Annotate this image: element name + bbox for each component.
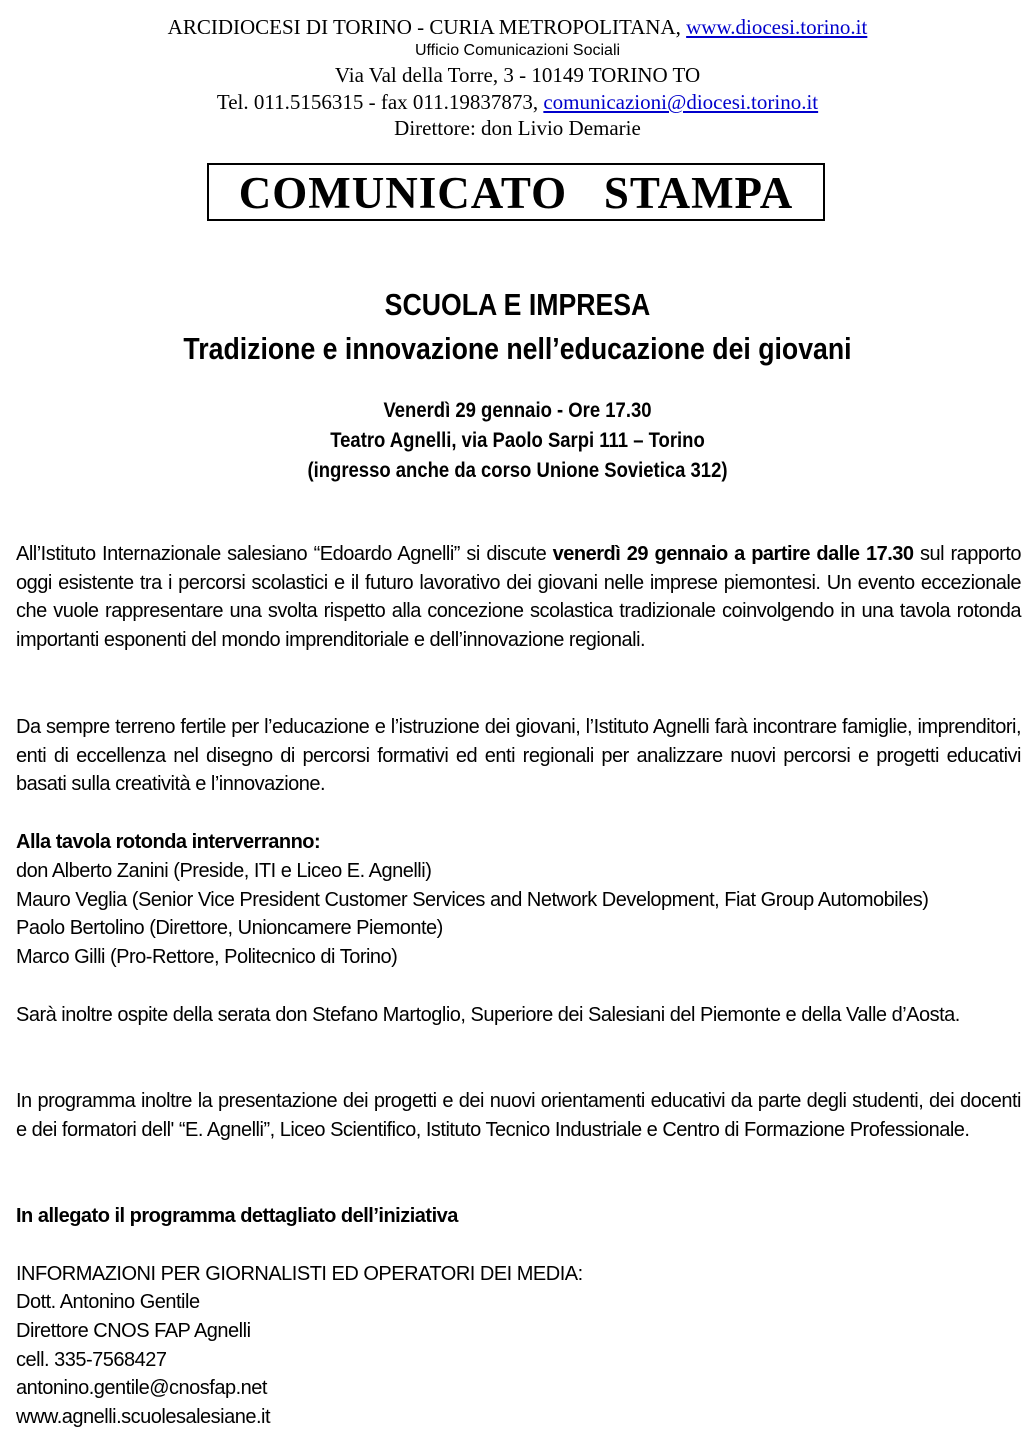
contact-email: antonino.gentile@cnosfap.net [16,1377,267,1399]
paragraph-program: In programma inoltre la presentazione dei progetti e dei nuovi orientamenti educativi da parte degli studenti, dei docenti e dei formatori dell' “E. Agnelli”, Liceo Scientifico, Istituto Tecnico Industriale e Centro di Formazione Professionale. [16,1090,1021,1141]
header-phone-fax: Tel. 011.5156315 - fax 011.19837873, [216,90,544,114]
panel-heading: Alla tavola rotonda interverranno: [16,831,321,853]
contact-name: Dott. Antonino Gentile [16,1291,200,1313]
paragraph-intro-start: All’Istituto Internazionale salesiano “Edoardo Agnelli” si discute [16,543,553,565]
communications-email-link[interactable]: comunicazioni@diocesi.torino.it [543,90,819,114]
paragraph-intro [16,540,1021,655]
paragraph-intro-date: venerdì 29 gennaio a partire dalle 17.30 [552,543,914,565]
contacts-heading: INFORMAZIONI PER GIORNALISTI ED OPERATORI DEI MEDIA: [16,1263,583,1285]
paragraph-intro-end: sul rapporto oggi esistente tra i percorsi scolastici e il futuro lavorativo dei giovani nelle imprese piemontesi. Un evento eccezionale che vuole rappresentare una svolta rispetto alla concezione scolastica tradizionale coinvolgendo in una tavola rotonda importanti esponenti del mondo imprenditoriale e dell’innovazione regionali. [16,543,1022,652]
header-curia-text: ARCIDIOCESI DI TORINO - CURIA METROPOLITANA, [167,15,687,39]
header-office-name: Ufficio Comunicazioni Sociali [414,42,621,59]
diocesi-website-link[interactable]: www.diocesi.torino.it [686,15,868,39]
paragraph-institute: Da sempre terreno fertile per l’educazione e l’istruzione dei giovani, l’Istituto Agnelli farà incontrare famiglie, imprenditori, enti di eccellenza nel disegno di percorsi formativi ed enti regionali per analizzare nuovi percorsi e progetti educativi basati sulla creatività e l’innovazione. [16,716,1021,796]
event-venue: Teatro Agnelli, via Paolo Sarpi 111 – Torino [330,429,705,452]
header-line-curia [0,14,1035,40]
attachment-note: In allegato il programma dettagliato dell’iniziativa [16,1205,458,1227]
event-entrance: (ingresso anche da corso Unione Sovietica 312) [307,459,728,482]
comunicato-stampa-title: COMUNICATO STAMPA [207,163,825,221]
header-phone-line [0,89,1035,115]
contact-phone: cell. 335-7568427 [16,1349,167,1371]
panel-speaker: Paolo Bertolino (Direttore, Unioncamere Piemonte) [16,917,443,939]
contact-role: Direttore CNOS FAP Agnelli [16,1320,251,1342]
header-director: Direttore: don Livio Demarie [394,116,641,140]
headline-subtitle: Tradizione e innovazione nell’educazione dei giovani [183,331,852,366]
header-address: Via Val della Torre, 3 - 10149 TORINO TO [334,63,701,87]
contact-website: www.agnelli.scuolesalesiane.it [16,1406,271,1428]
event-date-time: Venerdì 29 gennaio - Ore 17.30 [383,399,652,422]
paragraph-guest: Sarà inoltre ospite della serata don Stefano Martoglio, Superiore dei Salesiani del Piemonte e della Valle d’Aosta. [16,1004,960,1026]
panel-speaker: Marco Gilli (Pro-Rettore, Politecnico di Torino) [16,946,398,968]
panel-speaker: Mauro Veglia (Senior Vice President Customer Services and Network Development, Fiat Group Automobiles) [16,889,929,911]
headline-main: SCUOLA E IMPRESA [384,287,651,322]
panel-speaker: don Alberto Zanini (Preside, ITI e Liceo E. Agnelli) [16,860,432,882]
